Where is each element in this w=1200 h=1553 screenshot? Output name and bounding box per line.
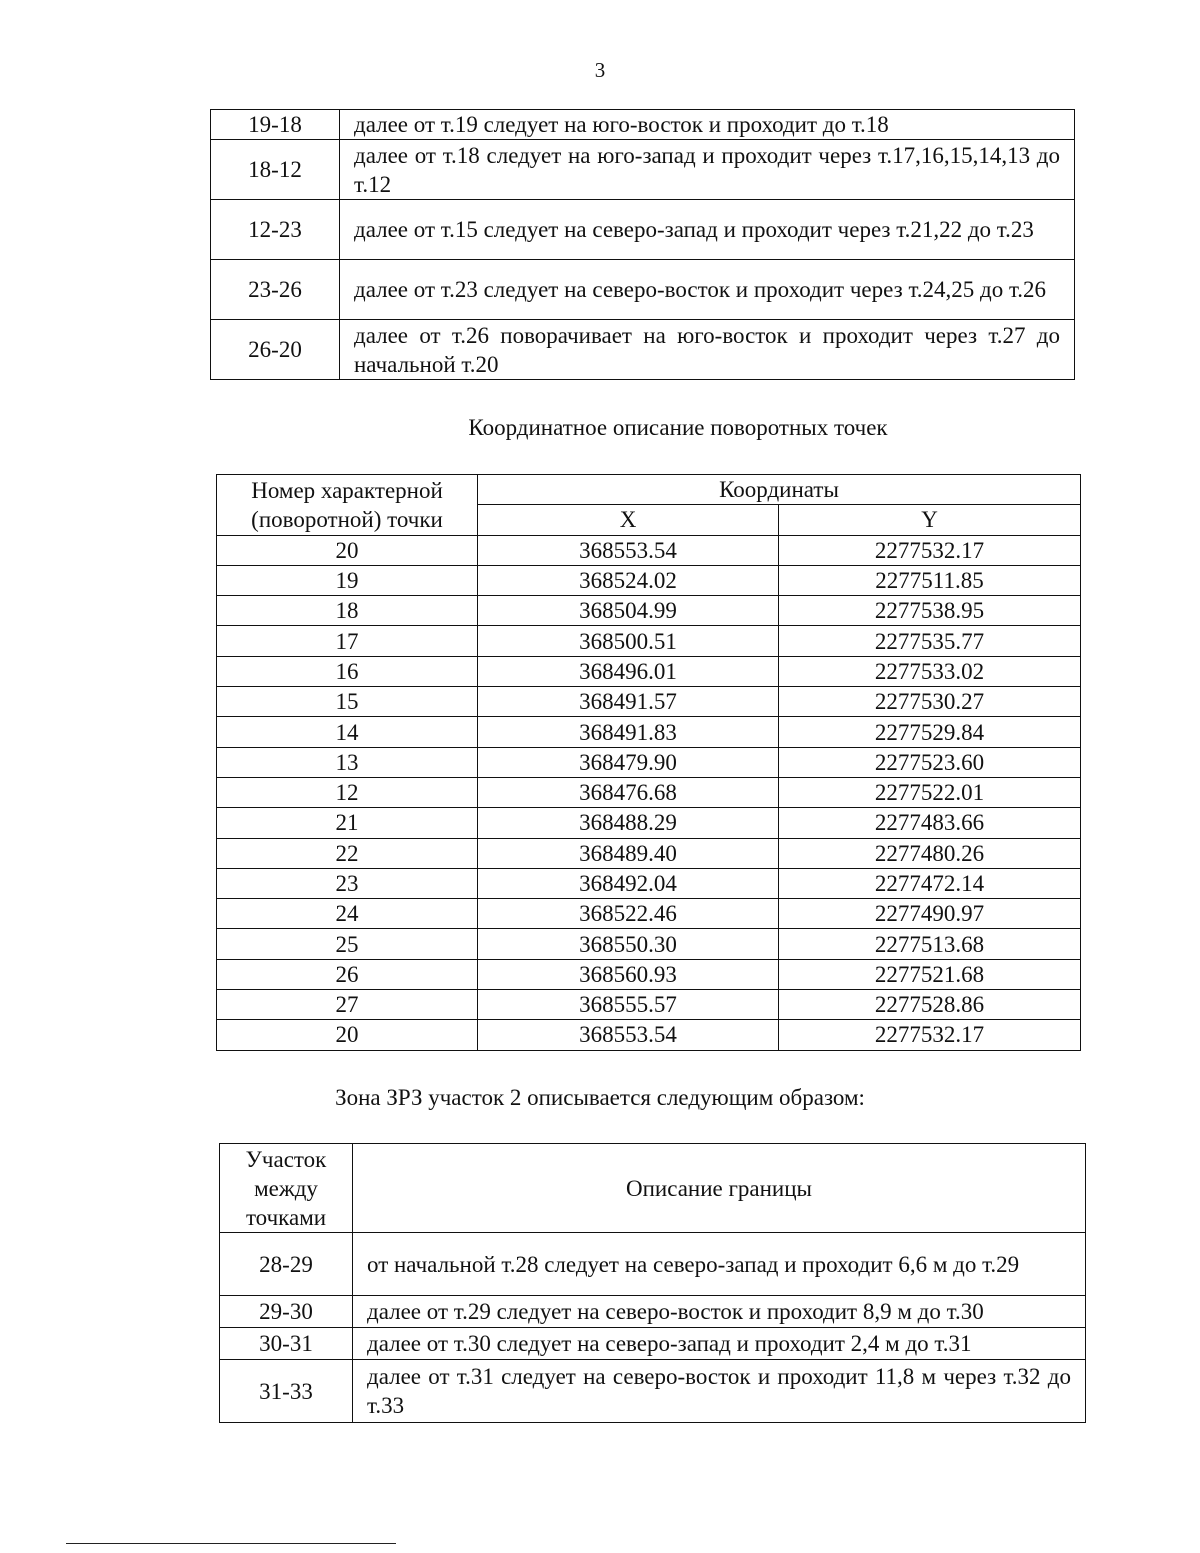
point-number-cell: 15 <box>217 687 478 717</box>
y-coordinate-cell: 2277528.86 <box>779 990 1081 1020</box>
y-coordinate-cell: 2277522.01 <box>779 777 1081 807</box>
table-row <box>217 990 1081 1020</box>
table-row <box>220 1296 1086 1328</box>
table-row <box>217 596 1081 626</box>
zone2-boundary-table <box>219 1143 1086 1423</box>
y-coordinate-cell: 2277529.84 <box>779 717 1081 747</box>
table-row <box>217 535 1081 565</box>
y-coordinate-cell: 2277532.17 <box>779 1020 1081 1050</box>
point-number-cell: 12 <box>217 777 478 807</box>
segment-cell: 26-20 <box>211 320 340 380</box>
description-cell: далее от т.30 следует на северо-запад и проходит 2,4 м до т.31 <box>353 1328 1086 1360</box>
description-cell: далее от т.23 следует на северо-восток и проходит через т.24,25 до т.26 <box>340 260 1075 320</box>
segment-cell: 19-18 <box>211 110 340 140</box>
y-coordinate-cell: 2277533.02 <box>779 656 1081 686</box>
coordinates-header: Координаты <box>478 475 1081 505</box>
point-number-cell: 18 <box>217 596 478 626</box>
point-number-cell: 13 <box>217 747 478 777</box>
point-number-cell: 14 <box>217 717 478 747</box>
table-row <box>217 687 1081 717</box>
table-row <box>211 320 1075 380</box>
coordinates-body <box>217 535 1081 1050</box>
y-coordinate-cell: 2277532.17 <box>779 535 1081 565</box>
table-row <box>217 626 1081 656</box>
table-row <box>217 929 1081 959</box>
point-number-cell: 26 <box>217 959 478 989</box>
x-coordinate-cell: 368489.40 <box>478 838 779 868</box>
x-coordinate-cell: 368553.54 <box>478 535 779 565</box>
description-cell: от начальной т.28 следует на северо-запад и проходит 6,6 м до т.29 <box>353 1233 1086 1296</box>
table-row <box>217 808 1081 838</box>
segment-header: Участок между точками <box>220 1144 353 1233</box>
table-row <box>220 1360 1086 1423</box>
x-coordinate-cell: 368491.83 <box>478 717 779 747</box>
point-number-cell: 19 <box>217 565 478 595</box>
table-row <box>217 959 1081 989</box>
x-coordinate-cell: 368504.99 <box>478 596 779 626</box>
segment-cell: 23-26 <box>211 260 340 320</box>
table-row <box>217 777 1081 807</box>
y-coordinate-cell: 2277513.68 <box>779 929 1081 959</box>
x-coordinate-cell: 368560.93 <box>478 959 779 989</box>
segment-cell: 12-23 <box>211 200 340 260</box>
description-cell: далее от т.29 следует на северо-восток и проходит 8,9 м до т.30 <box>353 1296 1086 1328</box>
description-cell: далее от т.26 поворачивает на юго-восток и проходит через т.27 до начальной т.20 <box>340 320 1075 380</box>
point-number-cell: 20 <box>217 535 478 565</box>
point-number-cell: 21 <box>217 808 478 838</box>
table-row <box>217 838 1081 868</box>
point-number-cell: 17 <box>217 626 478 656</box>
point-number-cell: 23 <box>217 868 478 898</box>
point-number-cell: 25 <box>217 929 478 959</box>
table-row <box>220 1328 1086 1360</box>
table-row <box>217 656 1081 686</box>
x-coordinate-cell: 368492.04 <box>478 868 779 898</box>
y-coordinate-cell: 2277535.77 <box>779 626 1081 656</box>
table-row <box>217 899 1081 929</box>
table-row <box>217 868 1081 898</box>
x-coordinate-cell: 368496.01 <box>478 656 779 686</box>
table-row <box>211 110 1075 140</box>
x-coordinate-cell: 368479.90 <box>478 747 779 777</box>
table-row <box>217 717 1081 747</box>
y-coordinate-cell: 2277480.26 <box>779 838 1081 868</box>
x-coordinate-cell: 368476.68 <box>478 777 779 807</box>
segment-cell: 18-12 <box>211 140 340 200</box>
point-number-cell: 27 <box>217 990 478 1020</box>
y-coordinate-cell: 2277530.27 <box>779 687 1081 717</box>
description-cell: далее от т.15 следует на северо-запад и проходит через т.21,22 до т.23 <box>340 200 1075 260</box>
x-coordinate-cell: 368488.29 <box>478 808 779 838</box>
description-cell: далее от т.19 следует на юго-восток и проходит до т.18 <box>340 110 1075 140</box>
x-header: X <box>478 505 779 535</box>
boundary-continuation-table <box>210 109 1075 380</box>
y-coordinate-cell: 2277523.60 <box>779 747 1081 777</box>
segment-cell: 31-33 <box>220 1360 353 1423</box>
y-coordinate-cell: 2277472.14 <box>779 868 1081 898</box>
page-number: 3 <box>594 58 606 82</box>
y-header: Y <box>779 505 1081 535</box>
point-number-cell: 24 <box>217 899 478 929</box>
description-cell: далее от т.31 следует на северо-восток и проходит 11,8 м через т.32 до т.33 <box>353 1360 1086 1423</box>
table-row <box>217 747 1081 777</box>
y-coordinate-cell: 2277490.97 <box>779 899 1081 929</box>
x-coordinate-cell: 368491.57 <box>478 687 779 717</box>
point-number-cell: 20 <box>217 1020 478 1050</box>
y-coordinate-cell: 2277483.66 <box>779 808 1081 838</box>
segment-cell: 28-29 <box>220 1233 353 1296</box>
y-coordinate-cell: 2277511.85 <box>779 565 1081 595</box>
y-coordinate-cell: 2277521.68 <box>779 959 1081 989</box>
segment-cell: 30-31 <box>220 1328 353 1360</box>
table-row <box>217 1020 1081 1050</box>
x-coordinate-cell: 368500.51 <box>478 626 779 656</box>
x-coordinate-cell: 368524.02 <box>478 565 779 595</box>
footnote-separator <box>66 1543 396 1544</box>
table-header-row <box>220 1144 1086 1233</box>
x-coordinate-cell: 368522.46 <box>478 899 779 929</box>
table-row <box>217 565 1081 595</box>
table-header-row <box>217 475 1081 505</box>
table-row <box>211 140 1075 200</box>
coordinates-heading: Координатное описание поворотных точек <box>468 415 888 440</box>
point-number-header: Номер характерной (поворотной) точки <box>217 475 478 536</box>
point-number-cell: 16 <box>217 656 478 686</box>
description-header: Описание границы <box>353 1144 1086 1233</box>
table-row <box>211 260 1075 320</box>
description-cell: далее от т.18 следует на юго-запад и проходит через т.17,16,15,14,13 до т.12 <box>340 140 1075 200</box>
x-coordinate-cell: 368555.57 <box>478 990 779 1020</box>
segment-cell: 29-30 <box>220 1296 353 1328</box>
table-row <box>220 1233 1086 1296</box>
coordinates-table <box>216 474 1081 1051</box>
x-coordinate-cell: 368553.54 <box>478 1020 779 1050</box>
x-coordinate-cell: 368550.30 <box>478 929 779 959</box>
point-number-cell: 22 <box>217 838 478 868</box>
y-coordinate-cell: 2277538.95 <box>779 596 1081 626</box>
table-row <box>211 200 1075 260</box>
zone2-heading: Зона ЗРЗ участок 2 описывается следующим образом: <box>335 1085 865 1110</box>
